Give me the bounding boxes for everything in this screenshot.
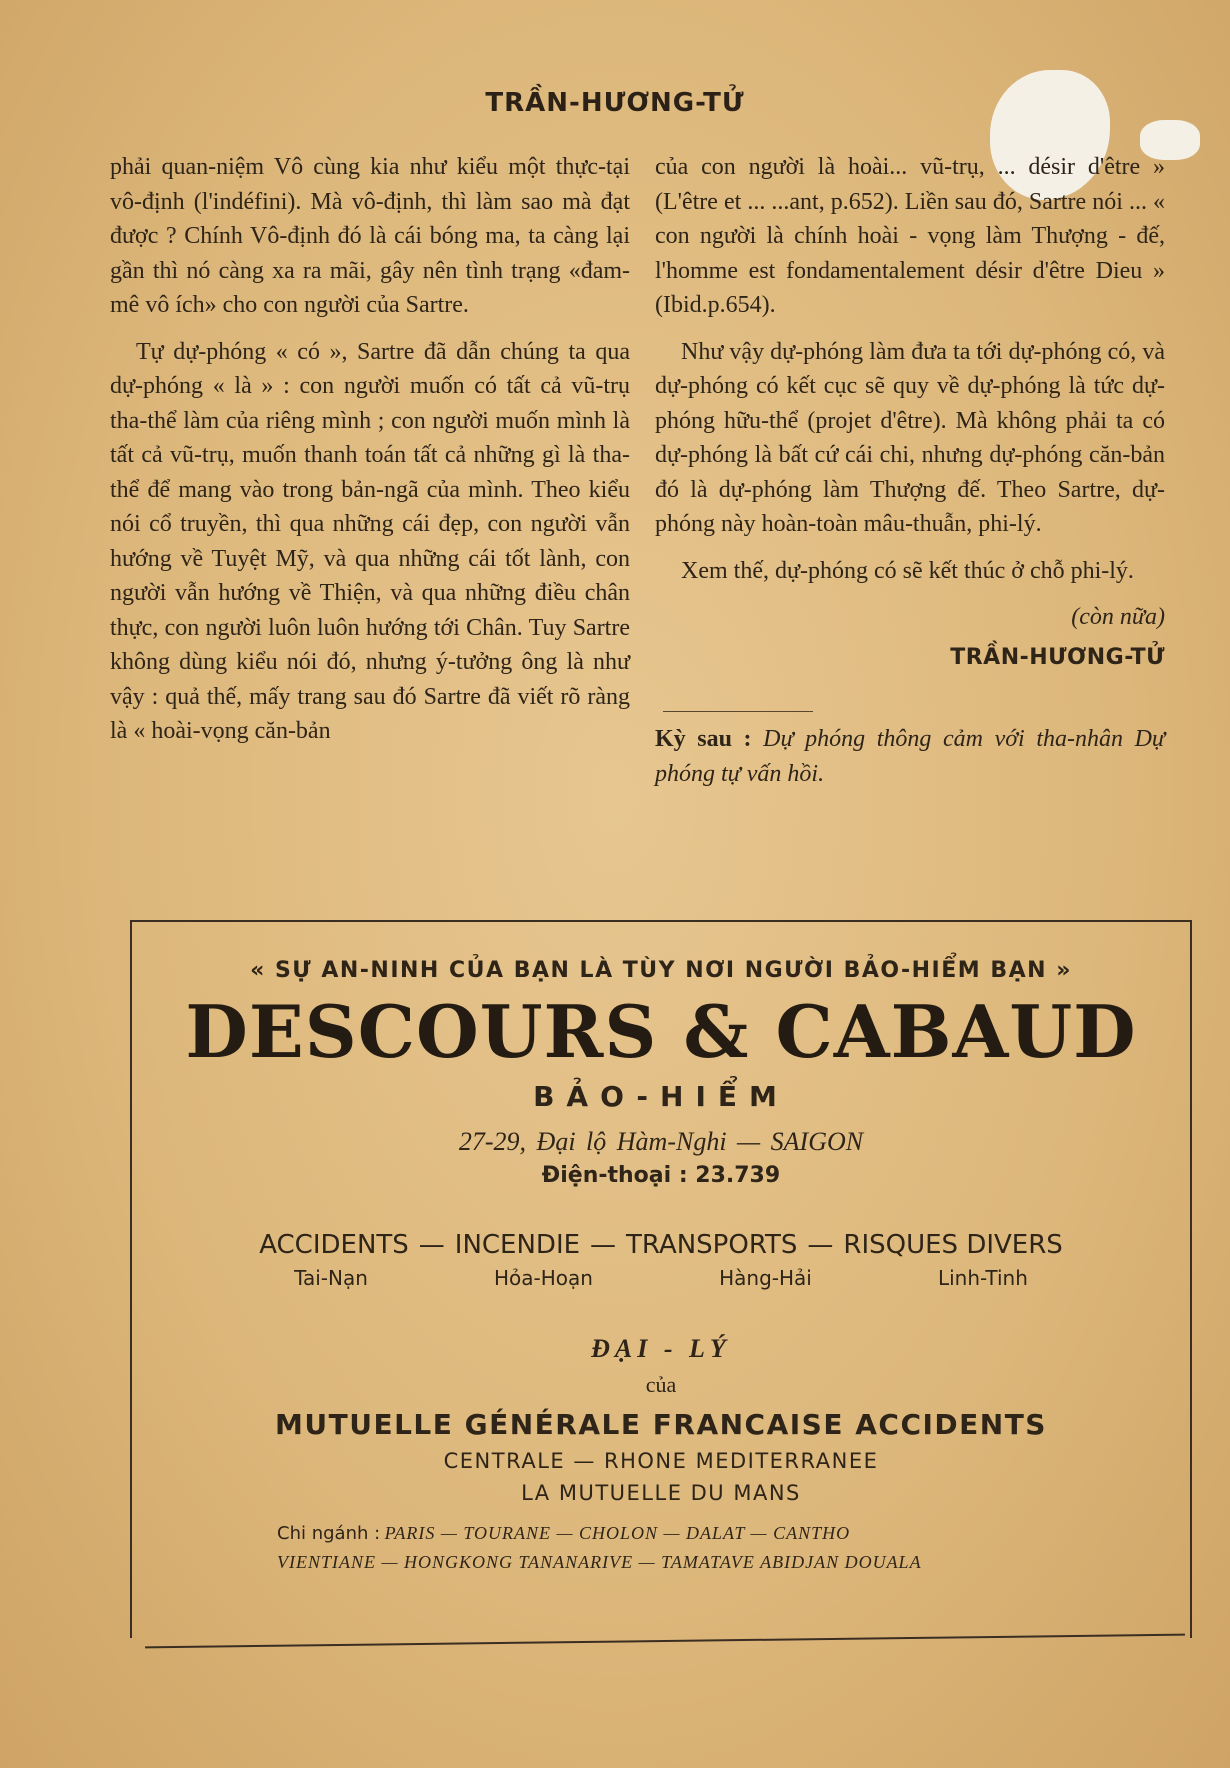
insurance-advertisement — [130, 920, 1192, 1638]
service-risques: RISQUES DIVERS — [843, 1230, 1063, 1260]
ad-subtitle: BẢO-HIỂM — [533, 1080, 789, 1113]
next-issue-note — [655, 722, 1165, 791]
dash: — — [418, 1230, 445, 1260]
running-head: TRẦN-HƯƠNG-TỬ — [485, 88, 745, 118]
ad-of: của — [645, 1372, 677, 1397]
branches-line-1: PARIS — TOURANE — CHOLON — DALAT — CANTHO — [384, 1523, 851, 1543]
branches-label: Chi ngánh : — [277, 1523, 381, 1544]
ad-brand: DESCOURS & CABAUD — [185, 989, 1137, 1074]
right-paragraph-1: của con người là hoài... vũ-trụ, ... désir d'être » (L'être et ... ...ant, p.652). Liền sau đó, Sartre nói ... « con người là chính hoài - vọng làm Thượng - đế, l'homme est fondamentalement désir d'être Dieu » (Ibid.p.654). — [655, 154, 1165, 318]
ad-address: 27-29, Đại lộ Hàm-Nghi — SAIGON — [458, 1127, 864, 1156]
ad-services-vietnamese — [231, 1266, 1091, 1290]
service-vn-2: Hỏa-Hoạn — [494, 1266, 593, 1290]
ad-services — [132, 1230, 1190, 1260]
left-paragraph-2: Tự dự-phóng « có », Sartre đã dẫn chúng ta qua dự-phóng « là » : con người muốn có tất cả vũ-trụ tha-thể làm của riêng mình ; con người muốn mình là tất cả vũ-trụ, muốn thanh toán tất cả những gì là tha-thể để mang vào trong bản-ngã của mình. Theo kiểu nói cổ truyền, thì qua những cái đẹp, con người vẫn hướng về Tuyệt Mỹ, và qua những cái tốt lành, con người vẫn hướng về Thiện, và qua những điều chân thực, con người luôn luôn hướng tới Chân. Tuy Sartre không dùng kiểu nói đó, nhưng ý-tưởng ông là như vậy : quả thế, mấy trang sau đó Sartre đã viết rõ ràng là « hoài-vọng căn-bản — [110, 338, 630, 744]
ad-company: MUTUELLE GÉNÉRALE FRANCAISE ACCIDENTS — [275, 1408, 1047, 1441]
left-column — [110, 150, 630, 761]
next-issue-text: Dự phóng thông cảm với tha-nhân Dự phóng tự vấn hồi. — [655, 726, 1165, 787]
next-issue-label: Kỳ sau : — [655, 726, 752, 752]
service-incendie: INCENDIE — [454, 1230, 581, 1260]
dash: — — [807, 1230, 834, 1260]
dash: — — [590, 1230, 617, 1260]
right-column — [655, 150, 1165, 791]
ad-slogan: « SỰ AN-NINH CỦA BẠN LÀ TÙY NƠI NGƯỜI BẢO-HIỂM BẠN » — [250, 958, 1072, 983]
service-accidents: ACCIDENTS — [259, 1230, 409, 1260]
ad-mutuelle-du-mans: LA MUTUELLE DU MANS — [521, 1481, 801, 1505]
ad-agent: ĐẠI - LÝ — [591, 1334, 731, 1363]
ad-centrale: CENTRALE — RHONE MEDITERRANEE — [443, 1449, 879, 1473]
author-signature: TRẦN-HƯƠNG-TỬ — [950, 644, 1165, 670]
service-transports: TRANSPORTS — [626, 1230, 798, 1260]
continued-note: (còn nữa) — [1071, 604, 1165, 630]
right-paragraph-2: Như vậy dự-phóng làm đưa ta tới dự-phóng có, và dự-phóng có kết cục sẽ quy về dự-phóng là tức dự-phóng hữu-thể (projet d'être). Mà không phải ta có dự-phóng là bất cứ cái chi, nhưng dự-phóng căn-bản đó là dự-phóng làm Thượng đế. Theo Sartre, dự-phóng này hoàn-toàn mâu-thuẫn, phi-lý. — [655, 338, 1165, 537]
separator-line — [663, 711, 813, 712]
service-vn-4: Linh-Tinh — [937, 1266, 1028, 1290]
service-vn-3: Hàng-Hải — [719, 1266, 812, 1290]
branches-line-2: VIENTIANE — HONGKONG TANANARIVE — TAMATAVE ABIDJAN DOUALA — [277, 1552, 922, 1572]
ad-branches — [132, 1519, 1190, 1576]
service-vn-1: Tai-Nạn — [294, 1266, 368, 1290]
right-paragraph-3: Xem thế, dự-phóng có sẽ kết thúc ở chỗ phi-lý. — [681, 557, 1134, 584]
ad-phone: Điện-thoại : 23.739 — [541, 1163, 781, 1188]
left-paragraph-1: phải quan-niệm Vô cùng kia như kiểu một thực-tại vô-định (l'indéfini). Mà vô-định, thì làm sao mà đạt được ? Chính Vô-định đó là cái bóng ma, ta càng lại gần thì nó càng xa ra mãi, gây nên tình trạng «đam-mê vô ích» cho con người của Sartre. — [110, 154, 630, 318]
